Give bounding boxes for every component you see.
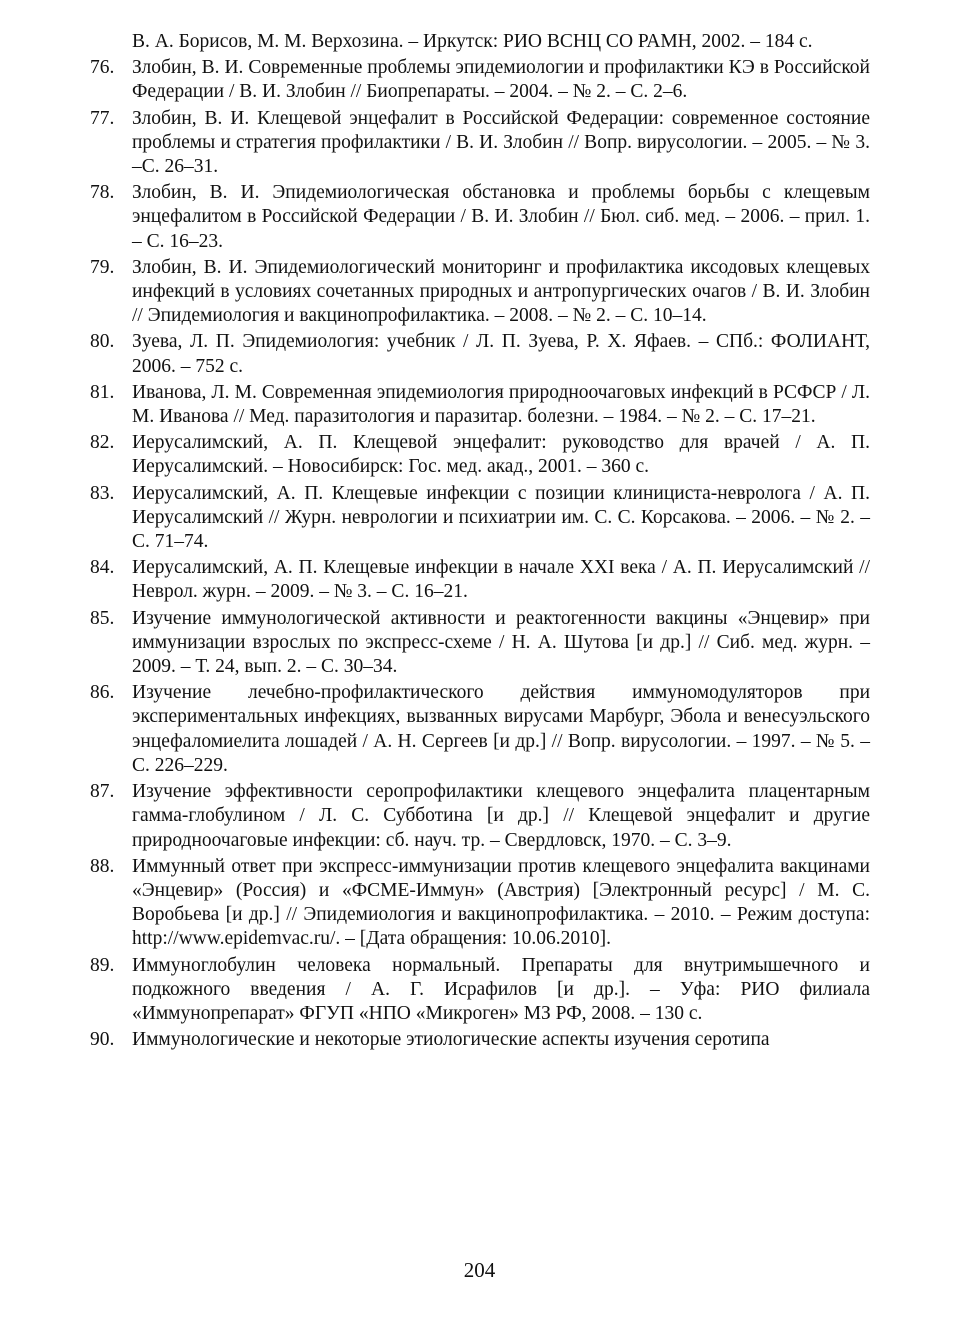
reference-number: 78. (90, 182, 115, 204)
reference-item (90, 107, 870, 180)
reference-number: 83. (90, 482, 115, 504)
reference-number: 85. (90, 607, 115, 629)
reference-item (90, 431, 870, 479)
reference-number: 77. (90, 107, 115, 129)
reference-text: Иммунный ответ при экспресс-иммунизации против клещевого энцефалита вакцинами «Энцевир» (Россия) и «ФСМЕ-Иммун» (Австрия) [Электронный ресурс] / М. С. Воробьева [и др.] // Эпидемиология и вакцинопрофилактика. – 2010. – Режим доступа: http://www.epidemvac.ru/. – [Дата обращения: 10.06.2010]. (132, 855, 870, 950)
reference-text: Иерусалимский, А. П. Клещевые инфекции в начале XXI века / А. П. Иерусалимский // Неврол. журн. – 2009. – № 3. – С. 16–21. (132, 557, 870, 603)
reference-number: 80. (90, 331, 115, 353)
reference-item (90, 607, 870, 680)
reference-text: Злобин, В. И. Современные проблемы эпидемиологии и профилактики КЭ в Российской Федерации / В. И. Злобин // Биопрепараты. – 2004. – № 2. – С. 2–6. (132, 57, 870, 103)
reference-text: Иерусалимский, А. П. Клещевой энцефалит: руководство для врачей / А. П. Иерусалимский. – Новосибирск: Гос. мед. акад., 2001. – 360 с. (132, 432, 870, 478)
reference-item (90, 381, 870, 429)
reference-number: 82. (90, 432, 115, 454)
reference-number: 86. (90, 682, 115, 704)
reference-item (90, 780, 870, 853)
reference-text: Изучение эффективности серопрофилактики клещевого энцефалита плацентарным гамма-глобулином / Л. С. Субботина [и др.] // Клещевой энцефалит и другие природноочаговые инфекции: сб. науч. тр. – Свердловск, 1970. – С. 3–9. (132, 781, 870, 851)
reference-text: Злобин, В. И. Эпидемиологический мониторинг и профилактика иксодовых клещевых инфекций в условиях сочетанных природных и антропургических очагов / В. И. Злобин // Эпидемиология и вакцинопрофилактика. – 2008. – № 2. – С. 10–14. (132, 256, 870, 327)
reference-list (90, 30, 870, 1052)
reference-number: 84. (90, 557, 115, 579)
reference-number: 76. (90, 57, 115, 79)
reference-number: 79. (90, 256, 115, 278)
reference-item (90, 56, 870, 104)
reference-text: Зуева, Л. П. Эпидемиология: учебник / Л. П. Зуева, Р. Х. Яфаев. – СПб.: ФОЛИАНТ, 2006. – 752 с. (132, 331, 870, 377)
reference-item (90, 556, 870, 604)
page-number: 204 (463, 1258, 496, 1282)
reference-item (90, 954, 870, 1027)
reference-text: Изучение иммунологической активности и реактогенности вакцины «Энцевир» при иммунизации взрослых по экспресс-схеме / Н. А. Шутова [и др.] // Сиб. мед. журн. – 2009. – Т. 24, вып. 2. – С. 30–34. (132, 607, 870, 678)
reference-text: Иммуноглобулин человека нормальный. Препараты для внутримышечного и подкожного введения / А. Г. Исрафилов [и др.]. – Уфа: РИО филиала «Иммунопрепарат» ФГУП «НПО «Микроген» МЗ РФ, 2008. – 130 с. (132, 954, 870, 1024)
reference-text: Злобин, В. И. Эпидемиологическая обстановка и проблемы борьбы с клещевым энцефалитом в Российской Федерации / В. И. Злобин // Бюл. сиб. мед. – 2006. – прил. 1. – С. 16–23. (132, 182, 870, 252)
reference-text: Иммунологические и некоторые этиологические аспекты изучения серотипа (132, 1029, 770, 1051)
reference-item (90, 256, 870, 329)
reference-item (90, 181, 870, 254)
reference-text: Иерусалимский, А. П. Клещевые инфекции с позиции клинициста-невролога / А. П. Иерусалимский // Журн. неврологии и психиатрии им. С. С. Корсакова. – 2006. – № 2. – С. 71–74. (132, 482, 870, 553)
reference-number: 88. (90, 855, 115, 877)
reference-number: 81. (90, 381, 115, 403)
reference-item (90, 1028, 870, 1052)
reference-item (90, 330, 870, 378)
reference-item (90, 482, 870, 555)
reference-text: В. А. Борисов, М. М. Верхозина. – Иркутск: РИО ВСНЦ СО РАМН, 2002. – 184 с. (132, 31, 813, 52)
reference-text: Иванова, Л. М. Современная эпидемиология природноочаговых инфекций в РСФСР / Л. М. Иванова // Мед. паразитология и паразитар. болезни. – 1984. – № 2. – С. 17–21. (132, 381, 870, 428)
reference-number: 87. (90, 781, 115, 803)
reference-item (90, 30, 870, 54)
reference-text: Злобин, В. И. Клещевой энцефалит в Российской Федерации: современное состояние проблемы и стратегия профилактики / В. И. Злобин // Вопр. вирусологии. – 2005. – № 3. –С. 26–31. (132, 107, 870, 178)
reference-text: Изучение лечебно-профилактического действия иммуномодуляторов при экспериментальных инфекциях, вызванных вирусами Марбург, Эбола и венесуэльского энцефаломиелита лошадей / А. Н. Сергеев [и др.] // Вопр. вирусологии. – 1997. – № 5. – С. 226–229. (132, 682, 870, 776)
reference-number: 90. (90, 1029, 115, 1051)
page-content (90, 30, 870, 1054)
reference-number: 89. (90, 954, 115, 976)
reference-item (90, 855, 870, 952)
reference-item (90, 681, 870, 778)
